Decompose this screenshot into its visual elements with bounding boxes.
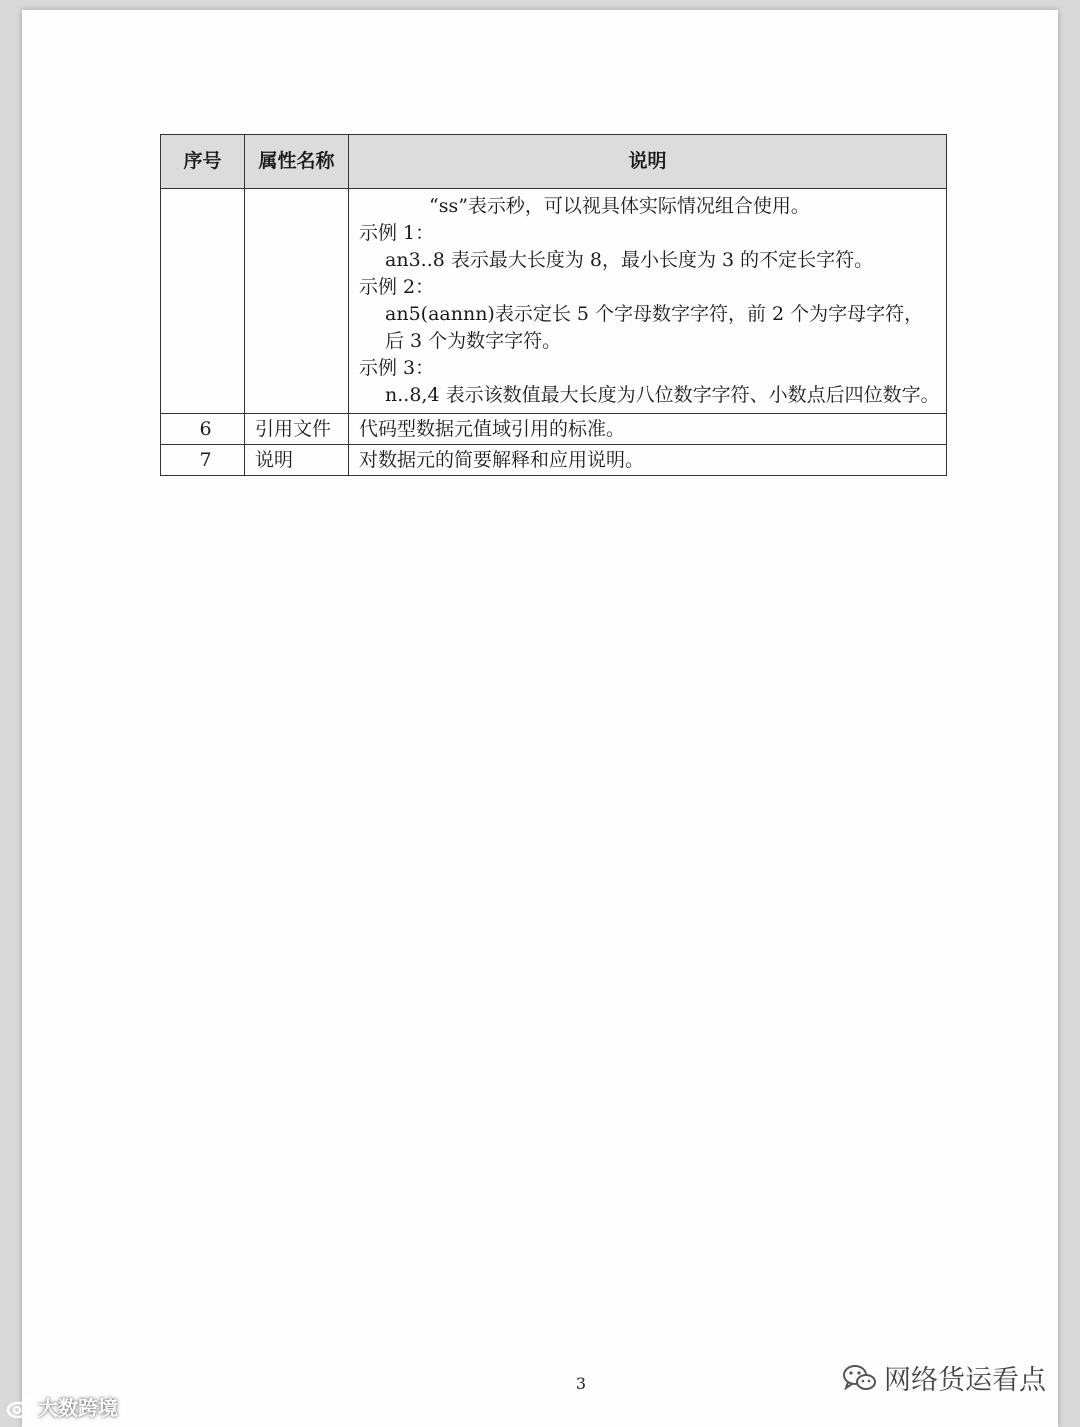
watermark-left-text: 大数跨境 [38,1396,118,1420]
index-cell: 6 [161,414,245,445]
desc-line: an5(aannn)表示定长 5 个字母数字字符，前 2 个为字母字符，后 3 个为数字字符。 [385,303,924,352]
header-description: 说明 [349,135,947,189]
example-label: 示例 1： [359,222,435,244]
attribute-name-cell [245,189,349,414]
description-cell: 对数据元的简要解释和应用说明。 [349,445,947,476]
index-cell: 7 [161,445,245,476]
table-row [161,414,947,445]
attribute-name-cell: 引用文件 [245,414,349,445]
watermark-right [842,1358,1046,1397]
index-cell [161,189,245,414]
desc-line: an3..8 表示最大长度为 8，最小长度为 3 的不定长字符。 [385,249,874,271]
watermark-left [6,1392,118,1421]
attribute-table [160,134,947,476]
example-label: 示例 3： [359,357,435,379]
header-attribute-name: 属性名称 [245,135,349,189]
header-index: 序号 [161,135,245,189]
weibo-icon [6,1394,34,1420]
table-header-row [161,135,947,189]
table-row [161,189,947,414]
page-number: 3 [575,1374,587,1393]
desc-line: “ss”表示秒，可以视具体实际情况组合使用。 [429,195,810,217]
description-cell [349,189,947,414]
watermark-right-text: 网络货运看点 [884,1365,1046,1396]
table-row [161,445,947,476]
attribute-name-cell: 说明 [245,445,349,476]
wechat-icon [842,1363,878,1393]
description-cell: 代码型数据元值域引用的标准。 [349,414,947,445]
desc-line: n..8,4 表示该数值最大长度为八位数字字符、小数点后四位数字。 [385,384,940,406]
example-label: 示例 2： [359,276,435,298]
